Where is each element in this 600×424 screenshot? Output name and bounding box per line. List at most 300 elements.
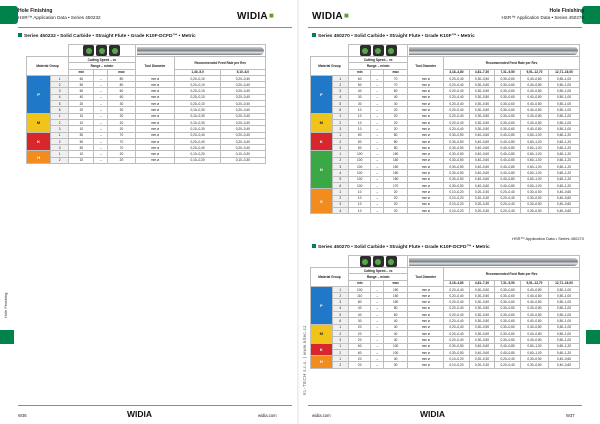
table-cell: 0,20–0,40 — [444, 94, 470, 100]
table-cell: – — [371, 299, 383, 305]
table-cell: 10 — [69, 113, 94, 119]
table-cell: 0,20–0,40 — [220, 101, 265, 107]
table-cell: mm ø — [408, 337, 444, 343]
table-cell: 20 — [69, 101, 94, 107]
range-header: Range – m/min — [69, 63, 135, 69]
table-cell: 0,20–0,40 — [495, 356, 521, 362]
table-cell: 20 — [108, 157, 135, 163]
table-cell: mm ø — [408, 286, 444, 292]
table-cell: 0,30–0,60 — [495, 82, 521, 88]
header-title: Hole Finishing — [18, 8, 53, 14]
min-header: min — [348, 280, 371, 286]
table-cell: 40 — [383, 356, 408, 362]
max-header: max — [383, 69, 408, 75]
sub-group: 6 — [332, 182, 348, 188]
footer-rule — [308, 405, 582, 406]
feed-rate-header: Recommended Feed Rate per Rev — [444, 57, 580, 70]
header-row — [27, 57, 266, 63]
table-cell: mm ø — [408, 132, 444, 138]
table-cell: 0,30–0,60 — [495, 299, 521, 305]
table-cell: 0,20–0,40 — [444, 101, 470, 107]
table-cell: 0,40–0,60 — [549, 362, 580, 368]
side-label: Hole Finishing — [3, 292, 8, 318]
sub-group: 1 — [332, 113, 348, 119]
table-cell: 150 — [383, 170, 408, 176]
table-cell: 0,20–0,40 — [444, 312, 470, 318]
table-cell: 80 — [383, 145, 408, 151]
table-cell: 0,20–0,40 — [175, 145, 220, 151]
table-cell: 0,60–1,00 — [520, 138, 548, 144]
table-cell: 0,20–0,30 — [469, 201, 495, 207]
feed-col-header: 4,81–7,30 — [469, 69, 495, 75]
table-cell: 70 — [383, 82, 408, 88]
table-cell: 0,30–0,60 — [495, 119, 521, 125]
coolant-icons — [350, 256, 407, 267]
sub-group: 6 — [332, 107, 348, 113]
table-cell: 0,40–0,60 — [469, 349, 495, 355]
table-cell: 0,20–0,30 — [469, 356, 495, 362]
table-cell: mm ø — [408, 145, 444, 151]
table-cell: – — [371, 170, 383, 176]
table-cell: mm ø — [408, 349, 444, 355]
table-cell: – — [371, 324, 383, 330]
table-cell: – — [371, 343, 383, 349]
table-cell: 10 — [348, 126, 371, 132]
table-cell: 0,30–0,50 — [444, 170, 470, 176]
sub-group: 6 — [51, 107, 69, 113]
table-cell: 0,30–0,50 — [444, 176, 470, 182]
feed-col-header: 9,51–12,70 — [520, 69, 548, 75]
sub-group: 2 — [51, 138, 69, 144]
material-group-code: P — [311, 286, 333, 324]
table-cell: 0,30–0,60 — [495, 312, 521, 318]
table-cell: 0,40–0,80 — [520, 107, 548, 113]
sub-group: 3 — [332, 299, 348, 305]
table-cell: 0,50–1,00 — [549, 75, 580, 81]
table-cell: 0,60–1,20 — [549, 151, 580, 157]
table-cell: mm ø — [408, 356, 444, 362]
table-cell: – — [371, 157, 383, 163]
table-cell: 0,30–0,60 — [495, 101, 521, 107]
table-cell: 0,40–0,80 — [495, 132, 521, 138]
table-cell: 0,30–0,50 — [469, 312, 495, 318]
table-cell: 30 — [348, 94, 371, 100]
table-cell: 20 — [383, 119, 408, 125]
sub-group: 4 — [51, 94, 69, 100]
table-cell: 10 — [348, 113, 371, 119]
table-cell: 0,40–0,60 — [549, 201, 580, 207]
table-cell: 0,40–0,60 — [549, 356, 580, 362]
table-cell: 0,40–0,80 — [495, 151, 521, 157]
table-cell: 0,20–0,40 — [444, 299, 470, 305]
feed-rate-header: Recommended Feed Rate per Rev — [444, 268, 580, 281]
table-cell: – — [371, 189, 383, 195]
table-cell: mm ø — [408, 75, 444, 81]
table-cell: 0,30–0,50 — [444, 157, 470, 163]
table-cell: 100 — [348, 286, 371, 292]
table-cell: 0,30–0,60 — [495, 318, 521, 324]
tool-grade-icon — [386, 45, 397, 56]
table-cell: 20 — [383, 107, 408, 113]
table-cell: – — [371, 132, 383, 138]
table-cell: – — [371, 113, 383, 119]
table-cell: 10 — [348, 119, 371, 125]
table-cell: – — [371, 182, 383, 188]
table-cell: 0,20–0,40 — [495, 201, 521, 207]
table-cell: 0,40–0,80 — [495, 176, 521, 182]
table-cell: 30 — [108, 101, 135, 107]
sub-group: 5 — [51, 101, 69, 107]
table-cell: 10 — [69, 157, 94, 163]
table-cell: 0,50–1,00 — [549, 101, 580, 107]
table-cell: 0,30–0,50 — [520, 201, 548, 207]
table-cell: mm ø — [135, 132, 175, 138]
sub-group: 1 — [51, 132, 69, 138]
sub-group: 2 — [332, 82, 348, 88]
table-cell: mm ø — [408, 119, 444, 125]
table-cell: 10 — [348, 201, 371, 207]
table-cell: mm ø — [408, 101, 444, 107]
tool-diameter-header: Tool Diameter — [135, 57, 175, 76]
sub-group: 2 — [332, 330, 348, 336]
table-cell: 0,60–1,20 — [549, 176, 580, 182]
table-cell: 0,30–0,60 — [495, 286, 521, 292]
table-cell: 30 — [348, 101, 371, 107]
table-cell: 0,30–0,50 — [469, 324, 495, 330]
table-cell: 0,30–0,50 — [469, 330, 495, 336]
table-cell: 150 — [383, 151, 408, 157]
max-header: max — [383, 280, 408, 286]
table-cell: 40 — [348, 88, 371, 94]
sub-group: 1 — [51, 113, 69, 119]
table-cell: 0,30–0,50 — [444, 151, 470, 157]
table-cell: – — [94, 151, 108, 157]
table-cell: mm ø — [408, 330, 444, 336]
table-cell: 80 — [108, 75, 135, 81]
table-cell: 60 — [108, 94, 135, 100]
table-cell: 0,20–0,40 — [444, 107, 470, 113]
reamer-image — [409, 258, 578, 266]
table-cell: 0,30–0,60 — [495, 305, 521, 311]
image-row — [311, 256, 580, 268]
blank-cell — [27, 45, 69, 57]
sub-group: 1 — [332, 189, 348, 195]
table-cell: 60 — [348, 343, 371, 349]
table-cell: 0,20–0,40 — [495, 189, 521, 195]
table-cell: 0,20–0,40 — [220, 88, 265, 94]
tool-grade-icon — [386, 256, 397, 267]
table-cell: 0,30–0,50 — [469, 107, 495, 113]
table-cell: 30 — [108, 107, 135, 113]
table-cell: mm ø — [408, 107, 444, 113]
table-cell: – — [371, 145, 383, 151]
table-cell: 20 — [69, 107, 94, 113]
table-cell: 10 — [348, 107, 371, 113]
table-cell: – — [371, 126, 383, 132]
table-cell: 20 — [383, 208, 408, 214]
sub-group: 4 — [332, 94, 348, 100]
sub-group: 3 — [332, 164, 348, 170]
table-cell: 40 — [383, 337, 408, 343]
sub-group: 2 — [51, 82, 69, 88]
table-cell: 0,50–1,00 — [549, 293, 580, 299]
table-cell: 0,40–0,80 — [520, 286, 548, 292]
table-cell: 30 — [348, 318, 371, 324]
table-cell: – — [371, 362, 383, 368]
table-cell: 0,40–0,60 — [549, 189, 580, 195]
table-cell: 150 — [383, 164, 408, 170]
table-cell: 0,60–1,00 — [520, 343, 548, 349]
min-header: min — [348, 69, 371, 75]
table-cell: mm ø — [135, 119, 175, 125]
sub-group: 1 — [332, 75, 348, 81]
range-header: Range – m/min — [348, 63, 408, 69]
table-cell: 20 — [383, 201, 408, 207]
through-coolant-icon — [373, 256, 384, 267]
table-cell: 0,20–0,40 — [220, 75, 265, 81]
table-cell: – — [371, 88, 383, 94]
table-cell: 0,30–0,60 — [495, 330, 521, 336]
table-cell: – — [371, 312, 383, 318]
table-cell: 0,20–0,40 — [444, 119, 470, 125]
table-cell: 20 — [348, 337, 371, 343]
feed-col-header: 1,40–5,0 — [175, 69, 220, 75]
table-cell: 100 — [348, 182, 371, 188]
table-cell: 0,30–0,50 — [469, 337, 495, 343]
table-cell: mm ø — [408, 189, 444, 195]
table-cell: 0,20–0,30 — [469, 195, 495, 201]
table-cell: 0,20–0,40 — [220, 138, 265, 144]
table-cell: – — [371, 101, 383, 107]
table-cell: – — [94, 157, 108, 163]
table-cell: 80 — [383, 132, 408, 138]
table-cell: – — [371, 138, 383, 144]
table-cell: mm ø — [408, 82, 444, 88]
brand-logo: WIDIA■ — [312, 11, 350, 22]
table-cell: 0,40–0,80 — [520, 82, 548, 88]
right-page — [300, 0, 600, 424]
table-cell: 0,20–0,40 — [220, 113, 265, 119]
table-cell: 20 — [108, 119, 135, 125]
table-cell: 60 — [108, 88, 135, 94]
sub-group: 5 — [332, 176, 348, 182]
table-cell: mm ø — [408, 324, 444, 330]
sub-group: 4 — [332, 305, 348, 311]
table-cell: 0,20–0,40 — [444, 293, 470, 299]
table-cell: 40 — [383, 94, 408, 100]
table-cell: mm ø — [135, 138, 175, 144]
table-cell: 0,20–0,40 — [444, 82, 470, 88]
table-cell: 0,20–0,10 — [175, 101, 220, 107]
coolant-icon — [360, 45, 371, 56]
table-cell: 10 — [69, 119, 94, 125]
table-cell: 0,60–1,00 — [520, 151, 548, 157]
table-cell: mm ø — [408, 157, 444, 163]
table-cell: 0,20–0,40 — [444, 75, 470, 81]
sub-group: 2 — [332, 195, 348, 201]
footer-url: widia.com — [258, 413, 277, 418]
table-cell: 0,40–0,80 — [495, 138, 521, 144]
feed-col-header: 4,81–7,30 — [469, 280, 495, 286]
table-cell: 100 — [348, 157, 371, 163]
table-cell: 0,10–0,20 — [175, 157, 220, 163]
table-cell: mm ø — [408, 299, 444, 305]
header-title: Hole Finishing — [549, 8, 584, 14]
sub-group: 3 — [332, 201, 348, 207]
coolant-icon — [83, 45, 94, 56]
table-cell: 60 — [383, 312, 408, 318]
table-cell: mm ø — [135, 107, 175, 113]
table-cell: 0,40–0,60 — [469, 151, 495, 157]
table-cell: 0,20–0,30 — [469, 189, 495, 195]
table-cell: 0,20–0,40 — [495, 208, 521, 214]
table-cell: 0,20–0,40 — [444, 330, 470, 336]
table-cell: 0,30–0,50 — [469, 82, 495, 88]
table-cell: 0,30–0,60 — [495, 293, 521, 299]
table-cell: 0,40–0,60 — [469, 164, 495, 170]
table-cell: 0,40–0,60 — [469, 176, 495, 182]
table-cell: 70 — [108, 145, 135, 151]
table-cell: 0,60–1,00 — [520, 176, 548, 182]
material-group-code: M — [311, 113, 333, 132]
table-cell: 50 — [69, 82, 94, 88]
table-cell: 0,50–1,00 — [549, 286, 580, 292]
sub-group: 3 — [332, 88, 348, 94]
table-cell: 0,30–0,50 — [469, 113, 495, 119]
table-cell: – — [371, 82, 383, 88]
table-cell: 0,30–0,50 — [520, 356, 548, 362]
table-cell: 0,50–1,00 — [549, 82, 580, 88]
cutting-speed-header: Cutting Speed – vc — [348, 57, 408, 63]
table-cell: 0,10–0,30 — [175, 119, 220, 125]
table-cell: 20 — [108, 126, 135, 132]
table-cell: 0,60–1,20 — [549, 164, 580, 170]
table-cell: mm ø — [408, 182, 444, 188]
table-cell: 0,20–0,40 — [495, 362, 521, 368]
table-cell: 20 — [383, 113, 408, 119]
table-cell: 70 — [108, 132, 135, 138]
table-cell: mm ø — [408, 305, 444, 311]
table-cell: 40 — [348, 305, 371, 311]
header-subtitle: HSR™ Application Data • Series 450270 — [501, 14, 584, 20]
sub-group: 1 — [332, 286, 348, 292]
table-cell: 0,60–1,00 — [520, 145, 548, 151]
table-cell: 0,20–0,40 — [444, 286, 470, 292]
table-cell: – — [371, 286, 383, 292]
table-cell: mm ø — [135, 151, 175, 157]
table-cell: 0,40–0,60 — [469, 145, 495, 151]
table-cell: mm ø — [408, 208, 444, 214]
footer-brand: WIDIA — [127, 409, 153, 419]
table-cell: 0,40–0,60 — [469, 182, 495, 188]
left-header — [18, 8, 101, 21]
table-cell: – — [371, 119, 383, 125]
feed-col-header: 9,51–12,70 — [520, 280, 548, 286]
material-group-header: Material Group — [27, 57, 69, 76]
table-cell: mm ø — [408, 94, 444, 100]
feed-table — [26, 44, 266, 164]
material-group-code: P — [311, 75, 333, 113]
table-cell: mm ø — [408, 151, 444, 157]
table-cell: 50 — [69, 145, 94, 151]
sub-group: 5 — [332, 101, 348, 107]
table-cell: 150 — [383, 157, 408, 163]
table-cell: 0,30–0,50 — [469, 94, 495, 100]
table-cell: 0,60–1,00 — [520, 182, 548, 188]
table-cell: 0,50–1,00 — [549, 113, 580, 119]
table-cell: 0,40–0,80 — [495, 349, 521, 355]
footer-url: widia.com — [312, 413, 331, 418]
table-cell: mm ø — [135, 94, 175, 100]
table-cell: – — [94, 119, 108, 125]
table-cell: – — [371, 356, 383, 362]
table-cell: 20 — [383, 189, 408, 195]
table-cell: 0,40–0,80 — [520, 94, 548, 100]
table-cell: 0,30–0,50 — [469, 305, 495, 311]
table-cell: 0,60–1,20 — [549, 170, 580, 176]
table-cell: 70 — [383, 75, 408, 81]
table-cell: 0,10–0,20 — [444, 189, 470, 195]
feed-col-header: 12,71–16,00 — [549, 280, 580, 286]
table-cell: 0,20–0,10 — [175, 88, 220, 94]
table-cell: – — [371, 318, 383, 324]
table-cell: 10 — [348, 208, 371, 214]
table-cell: 0,20–0,40 — [444, 337, 470, 343]
table-cell: 0,40–0,80 — [520, 119, 548, 125]
section2-header: HSR™ Application Data • Series 450270 — [512, 236, 584, 241]
table-cell: – — [94, 88, 108, 94]
table-cell: 20 — [348, 330, 371, 336]
material-group-header: Material Group — [311, 268, 349, 287]
table-cell: 0,40–0,80 — [495, 343, 521, 349]
table-cell: 0,20–0,40 — [444, 324, 470, 330]
table-cell: 50 — [69, 88, 94, 94]
table-cell: 60 — [69, 75, 94, 81]
table-cell: 0,20–0,40 — [175, 132, 220, 138]
table-cell: 0,20–0,40 — [220, 82, 265, 88]
footer-rule — [18, 405, 292, 406]
table-cell: 0,50–1,00 — [549, 337, 580, 343]
table-cell: 0,30–0,50 — [444, 132, 470, 138]
table-cell: 0,50–1,00 — [549, 312, 580, 318]
table-cell: 0,50–1,00 — [549, 330, 580, 336]
chapter-tab — [582, 6, 600, 24]
table-cell: 0,30–0,60 — [495, 113, 521, 119]
table-cell: mm ø — [135, 82, 175, 88]
table-cell: 0,20–0,40 — [444, 305, 470, 311]
table-cell: 150 — [383, 176, 408, 182]
table-cell: 0,60–1,20 — [549, 157, 580, 163]
sub-group: 1 — [332, 132, 348, 138]
table-cell: mm ø — [135, 145, 175, 151]
table-cell: 0,40–0,60 — [469, 138, 495, 144]
header-rule — [308, 27, 582, 28]
table-cell: – — [94, 75, 108, 81]
table-cell: 20 — [348, 356, 371, 362]
reamer-image — [137, 47, 264, 55]
table-cell: 0,40–0,80 — [520, 305, 548, 311]
feed-table-2 — [310, 255, 580, 369]
table-cell: 0,30–0,60 — [495, 126, 521, 132]
table-cell: 40 — [383, 330, 408, 336]
table-cell: 0,40–0,80 — [520, 330, 548, 336]
table-cell: mm ø — [135, 88, 175, 94]
table-cell: 0,30–0,50 — [520, 208, 548, 214]
table-cell: 0,30–0,50 — [469, 119, 495, 125]
table-cell: 20 — [383, 195, 408, 201]
table-cell: mm ø — [408, 126, 444, 132]
tool-icons-cell — [348, 45, 408, 57]
